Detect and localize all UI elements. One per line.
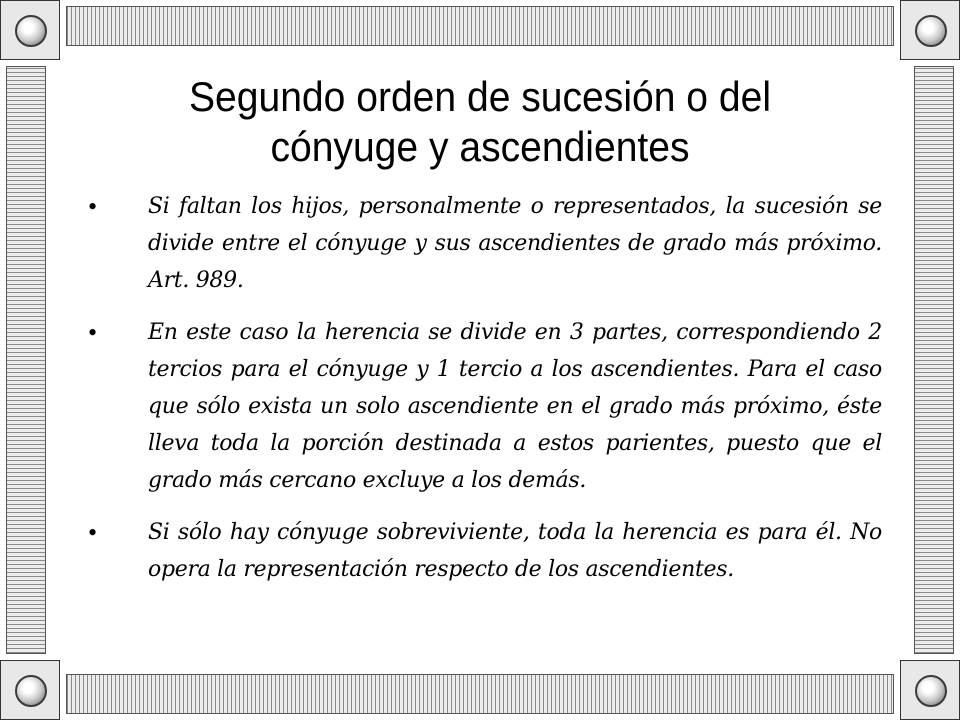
frame-left-band [6, 66, 46, 654]
bullet-icon: • [88, 192, 98, 221]
bullet-item [88, 514, 882, 588]
frame-corner-bottom-right [900, 660, 960, 720]
bullet-item [88, 188, 882, 299]
frame-bottom-band [66, 674, 894, 714]
corner-knob-icon [915, 15, 947, 47]
bullet-icon: • [88, 518, 98, 547]
frame-corner-bottom-left [0, 660, 60, 720]
bullet-text: En este caso la herencia se divide en 3 partes, correspondiendo 2 tercios para el cónyuge y 1 tercio a los ascendientes. Para el caso que sólo exista un solo ascendiente en el grado más próximo, éste lleva toda la porción destinada a estos parientes, puesto que el grado más cercano excluye a los demás. [148, 320, 882, 493]
bullet-text: Si sólo hay cónyuge sobreviviente, toda la herencia es para él. No opera la representación respecto de los ascendientes. [148, 520, 882, 582]
frame-corner-top-left [0, 0, 60, 60]
corner-knob-icon [15, 15, 47, 47]
slide-title: Segundo orden de sucesión o del cónyuge y ascendientes [188, 73, 772, 170]
corner-knob-icon [915, 675, 947, 707]
bullet-list [88, 188, 882, 603]
bullet-icon: • [88, 318, 98, 347]
corner-knob-icon [15, 675, 47, 707]
frame-corner-top-right [900, 0, 960, 60]
frame-top-band [66, 6, 894, 46]
bullet-item [88, 314, 882, 499]
bullet-text: Si faltan los hijos, personalmente o representados, la sucesión se divide entre el cónyuge y sus ascendientes de grado más próximo. Art. 989. [148, 194, 882, 293]
frame-right-band [914, 66, 954, 654]
